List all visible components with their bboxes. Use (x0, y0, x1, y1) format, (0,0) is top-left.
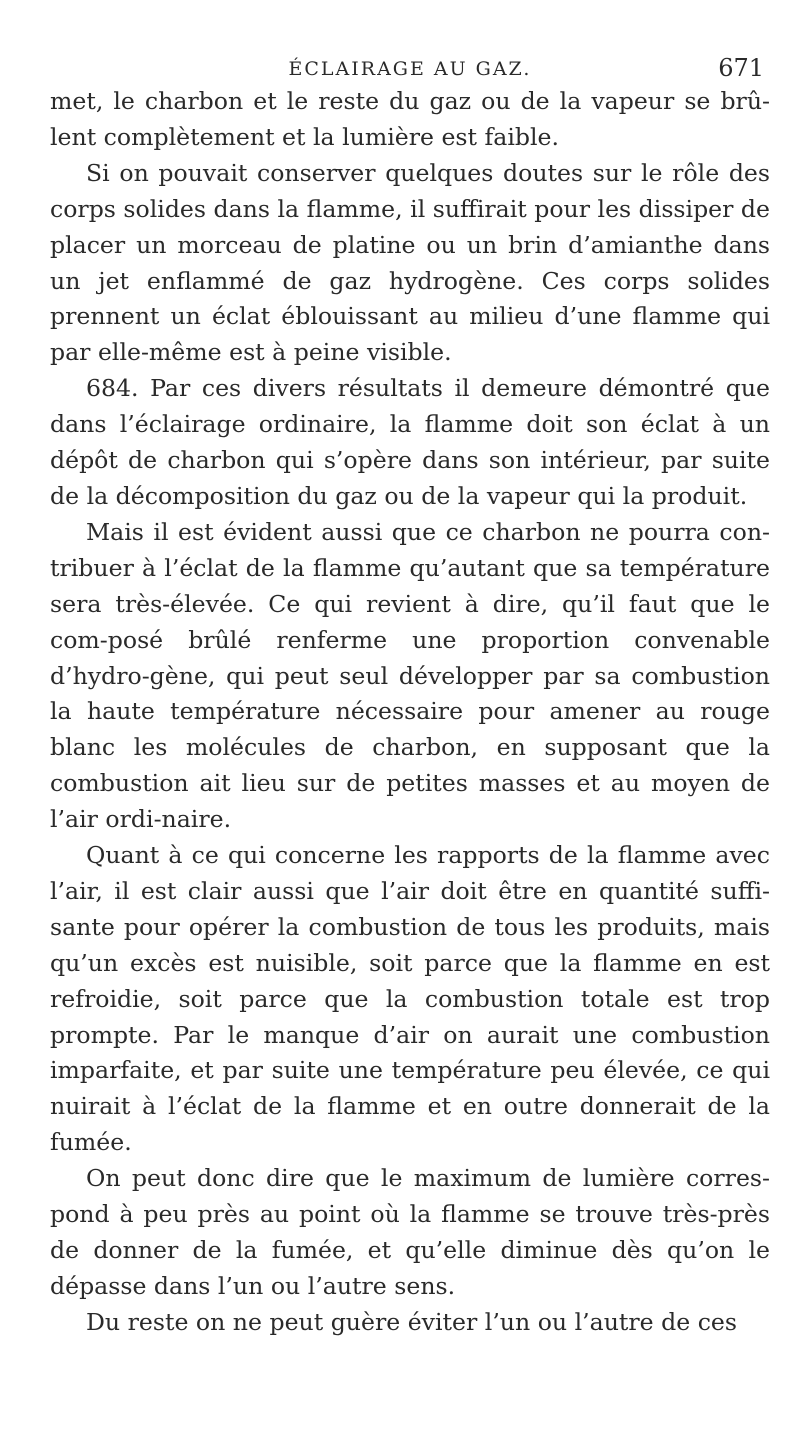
running-title: ÉCLAIRAGE AU GAZ. (288, 58, 532, 80)
paragraph-continuation: met, le charbon et le reste du gaz ou de la vapeur se brû-lent complètement et la lumière est faible. (50, 87, 770, 151)
book-page (50, 52, 770, 1341)
paragraph-final-line: Du reste on ne peut guère éviter l’un ou l’autre de ces (86, 1307, 737, 1336)
body-text (50, 84, 770, 1341)
paragraph-carbon-temperature: Mais il est évident aussi que ce charbon ne pourra con-tribuer à l’éclat de la flamme qu’autant que sa température sera très-élevée. Ce qui revient à dire, qu’il faut que le com-posé brûlé renferme une proportion convenable d’hydro-gène, qui peut seul développer par sa combustion la haute température nécessaire pour amener au rouge blanc les molécules de charbon, en supposant que la combustion ait lieu sur de petites masses et au moyen de l’air ordi-naire. (50, 517, 770, 834)
paragraph-flame-air: Quant à ce qui concerne les rapports de la flamme avec l’air, il est clair aussi que l’air doit être en quantité suffi-sante pour opérer la combustion de tous les produits, mais qu’un excès est nuisible, soit parce que la flamme en est refroidie, soit parce que la combustion totale est trop prompte. Par le manque d’air on aurait une combustion imparfaite, et par suite une température peu élevée, ce qui nuirait à l’éclat de la flamme et en outre donnerait de la fumée. (50, 841, 770, 1157)
paragraph-maximum-light: On peut donc dire que le maximum de lumière corres-pond à peu près au point où la flamme se trouve très-près de donner de la fumée, et qu’elle diminue dès qu’on le dépasse dans l’un ou l’autre sens. (50, 1164, 770, 1300)
page-number: 671 (718, 54, 764, 82)
paragraph-section-684: 684. Par ces divers résultats il demeure démontré que dans l’éclairage ordinaire, la flamme doit son éclat à un dépôt de charbon qui s’opère dans son intérieur, par suite de la décomposition du gaz ou de la vapeur qui la produit. (50, 374, 770, 510)
running-header (50, 52, 770, 82)
paragraph-platinum-example: Si on pouvait conserver quelques doutes sur le rôle des corps solides dans la flamme, il suffirait pour les dissiper de placer un morceau de platine ou un brin d’amianthe dans un jet enflammé de gaz hydrogène. Ces corps solides prennent un éclat éblouissant au milieu d’une flamme qui par elle-même est à peine visible. (50, 158, 770, 367)
